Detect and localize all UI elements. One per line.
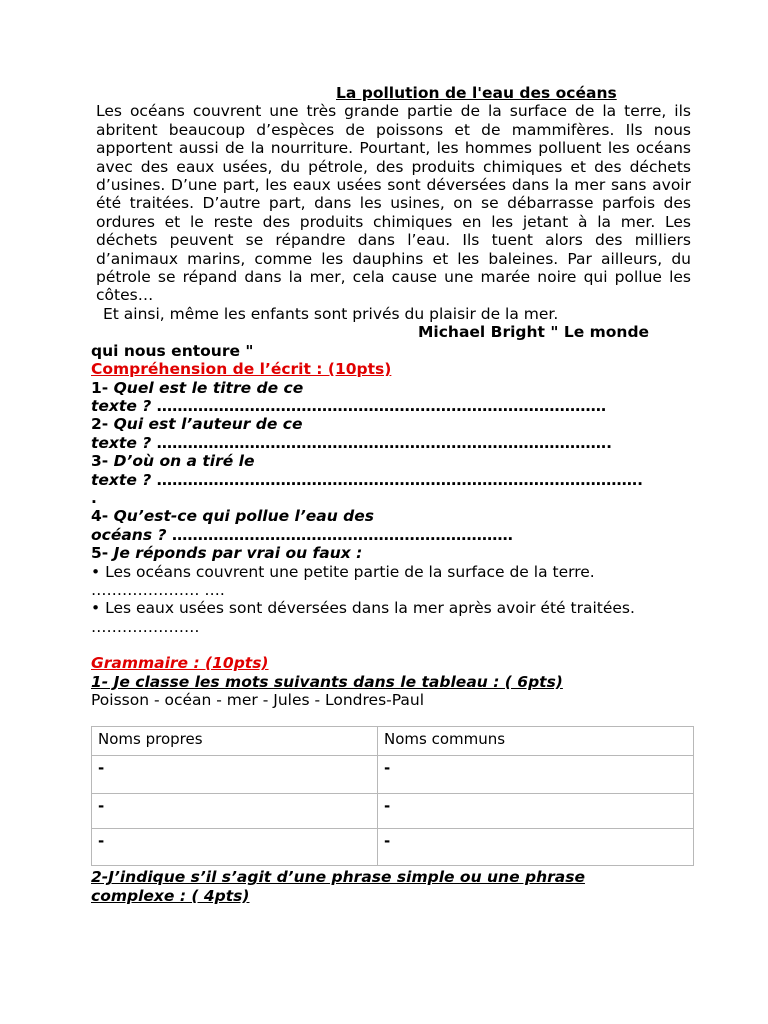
table-cell[interactable]: - (378, 756, 694, 794)
text-paragraph-2: Et ainsi, même les enfants sont privés du plaisir de la mer. (103, 304, 559, 323)
table-cell[interactable]: - (92, 756, 378, 794)
question-5: 5- Je réponds par vrai ou faux : (91, 544, 363, 563)
statement-1: • Les océans couvrent une petite partie de la surface de la terre. ………………… …. (91, 562, 595, 599)
table-header-common: Noms communs (378, 727, 694, 756)
noun-table (91, 726, 694, 866)
question-1: 1- Quel est le titre de ce texte ? …………………………………………………………………………… (91, 378, 607, 415)
answer-line[interactable]: …………………………………………………………………………………. (156, 470, 644, 489)
grammar-heading: Grammaire : (10pts) (91, 654, 269, 673)
table-row (92, 829, 694, 866)
answer-line[interactable]: …………………………………………………………………………… (156, 396, 607, 415)
table-cell[interactable]: - (92, 829, 378, 866)
table-header-row (92, 727, 694, 756)
grammar-question-2-line-2: complexe : ( 4pts) (91, 886, 250, 905)
answer-line[interactable]: ……………………………………………………………………………. (156, 433, 613, 452)
question-2: 2- Qui est l’auteur de ce texte ? ……………………………………………………………………………. (91, 415, 613, 452)
answer-line[interactable]: ………………… …. (91, 580, 225, 599)
document-body (91, 84, 691, 905)
table-cell[interactable]: - (92, 794, 378, 829)
question-3: 3- D’où on a tiré le texte ? …………………………………………………………………………………. . (91, 452, 644, 507)
text-paragraph-1: Les océans couvrent une très grande partie de la surface de la terre, ils abritent beaucoup d’espèces de poissons et de mammifères. Ils nous apportent aussi de la nourriture. Pourtant, les hommes polluent les océans avec des eaux usées, du pétrole, des produits chimiques et des déchets d’usines. D’une part, les eaux usées sont déversées dans la mer sans avoir été traitées. D’autre part, dans les usines, on se débarrasse parfois des ordures et le reste des produits chimiques en les jetant à la mer. Les déchets peuvent se répandre dans l’eau. Ils tuent alors des milliers d’animaux marins, comme les dauphins et les baleines. Par ailleurs, du pétrole se répand dans la mer, cela cause une marée noire qui pollue les côtes… (96, 102, 691, 305)
source-line-1: Michael Bright " Le monde (418, 323, 650, 342)
table-cell[interactable]: - (378, 794, 694, 829)
bullet-icon: • (91, 562, 101, 581)
table-row (92, 756, 694, 794)
table-header-proper: Noms propres (92, 727, 378, 756)
document-title: La pollution de l'eau des océans (336, 84, 617, 102)
bullet-icon: • (91, 599, 101, 618)
comprehension-heading: Compréhension de l’écrit : (10pts) (91, 360, 392, 379)
statement-2: • Les eaux usées sont déversées dans la mer après avoir été traitées. ………………… (91, 599, 635, 636)
source-line-2: qui nous entoure " (91, 341, 254, 360)
grammar-question-2-line-1: 2-J’indique s’il s’agit d’une phrase simple ou une phrase (91, 868, 585, 887)
answer-line[interactable]: ………………… (91, 617, 200, 636)
question-4: 4- Qu’est-ce qui pollue l’eau des océans ? ………………………………………………………… (91, 507, 513, 544)
grammar-question-1: 1- Je classe les mots suivants dans le tableau : ( 6pts) (91, 672, 563, 691)
table-cell[interactable]: - (378, 829, 694, 866)
answer-line[interactable]: ………………………………………………………… (171, 525, 513, 544)
table-row (92, 794, 694, 829)
word-list: Poisson - océan - mer - Jules - Londres-Paul (91, 691, 425, 709)
